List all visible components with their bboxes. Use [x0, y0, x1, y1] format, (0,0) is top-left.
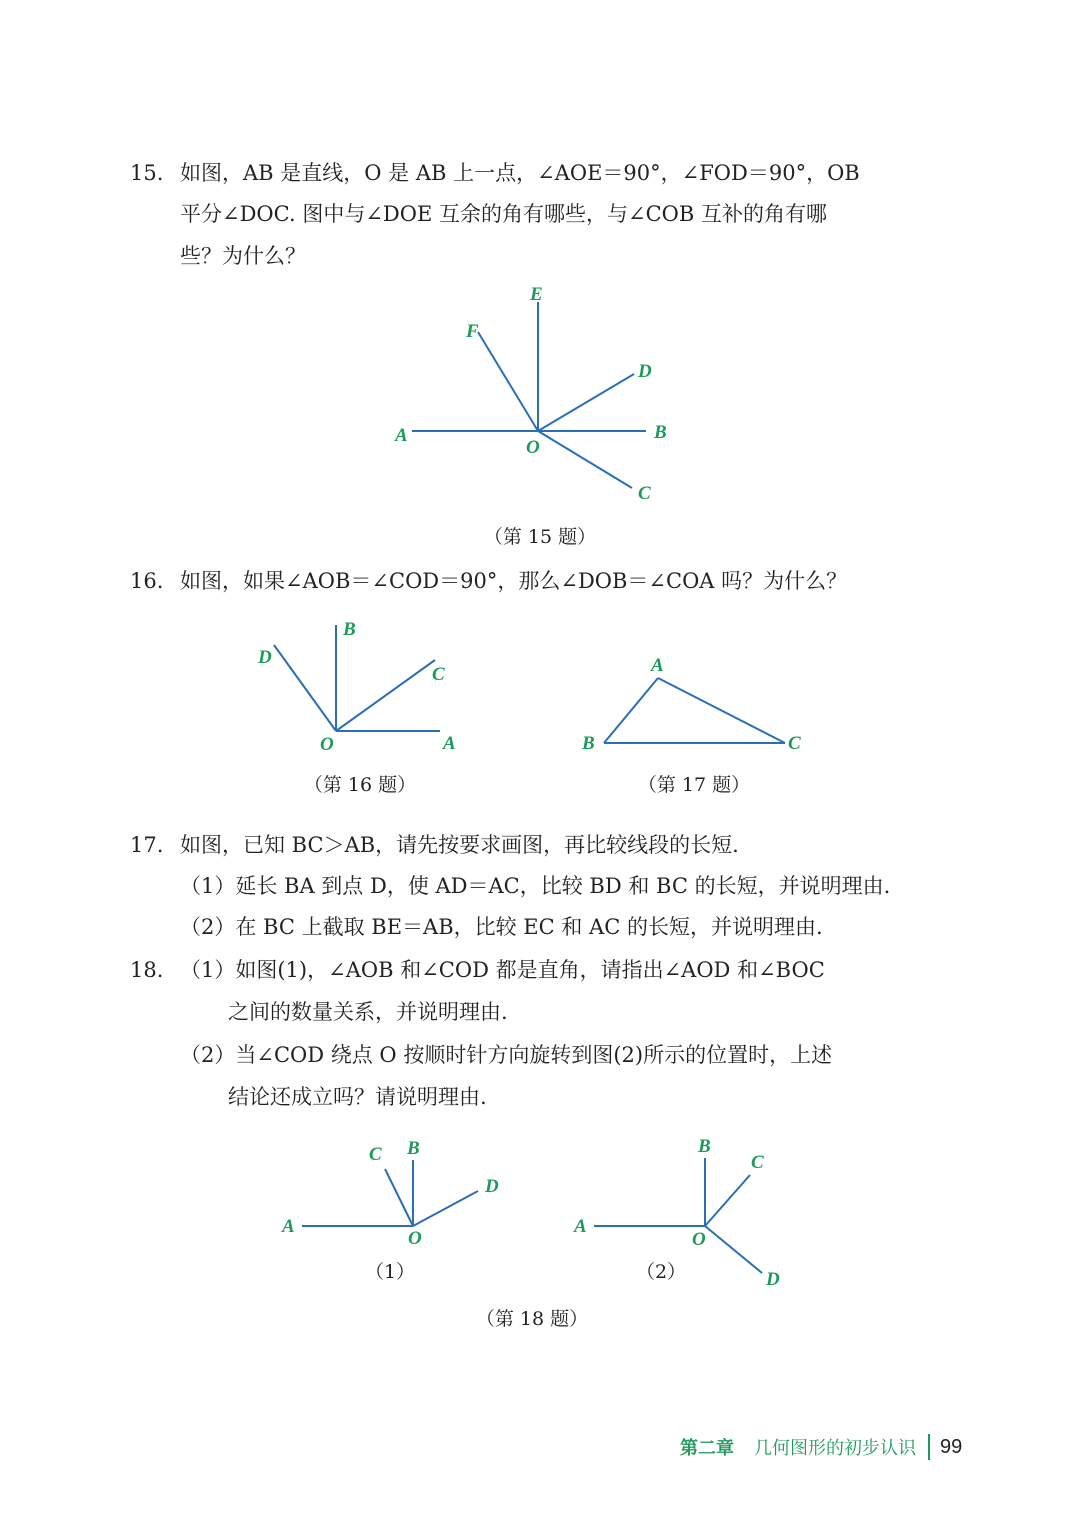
- label-b: B: [698, 1136, 711, 1157]
- caption-15: （第 15 题）: [483, 526, 597, 548]
- problem-15-line-1: 如图，AB 是直线，O 是 AB 上一点，∠AOE＝90°，∠FOD＝90°，OB: [180, 161, 860, 185]
- label-a: A: [282, 1216, 295, 1237]
- figure-16: [250, 615, 470, 755]
- ray-od: [274, 645, 336, 731]
- caption-18-sub-1: （1）: [364, 1261, 416, 1283]
- label-a: A: [443, 733, 456, 754]
- problem-18-line-1: （1）如图(1)，∠AOB 和∠COD 都是直角，请指出∠AOD 和∠BOC: [180, 958, 825, 982]
- label-c: C: [638, 483, 651, 504]
- problem-16-line-1: 如图，如果∠AOB＝∠COD＝90°，那么∠DOB＝∠COA 吗？为什么？: [180, 569, 848, 593]
- problem-18-number: 18.: [130, 958, 164, 982]
- footer-divider: [928, 1434, 930, 1460]
- ray-of: [478, 332, 538, 431]
- label-d: D: [638, 361, 652, 382]
- problem-17-line-2: （1）延长 BA 到点 D，使 AD＝AC，比较 BD 和 BC 的长短，并说明理由.: [180, 874, 891, 898]
- page-number: 99: [940, 1435, 963, 1458]
- problem-15-number: 15.: [130, 161, 164, 185]
- ray-od: [413, 1191, 478, 1226]
- label-d: D: [485, 1176, 499, 1197]
- figure-15: [390, 280, 690, 510]
- caption-18-sub-2: （2）: [635, 1261, 687, 1283]
- problem-18-line-3: （2）当∠COD 绕点 O 按顺时针方向旋转到图(2)所示的位置时，上述: [180, 1043, 833, 1067]
- segment-ab: [604, 678, 658, 743]
- caption-16: （第 16 题）: [303, 774, 417, 796]
- label-o: O: [692, 1229, 706, 1250]
- ray-oc: [336, 660, 435, 731]
- caption-17: （第 17 题）: [637, 774, 751, 796]
- problem-18-line-2: 之间的数量关系，并说明理由.: [228, 1000, 508, 1024]
- label-a: A: [651, 655, 664, 676]
- label-c: C: [751, 1152, 764, 1173]
- label-o: O: [408, 1228, 422, 1249]
- segment-ac: [658, 678, 785, 743]
- label-e: E: [530, 284, 543, 305]
- problem-15-line-3: 些？为什么？: [180, 244, 306, 268]
- problem-18-line-4: 结论还成立吗？请说明理由.: [228, 1085, 487, 1109]
- ray-oc: [705, 1175, 750, 1226]
- problem-17-number: 17.: [130, 833, 164, 857]
- label-a: A: [395, 425, 408, 446]
- label-c: C: [788, 733, 801, 754]
- label-f: F: [466, 321, 479, 342]
- label-d: D: [258, 647, 272, 668]
- ray-od: [538, 374, 634, 431]
- label-b: B: [582, 733, 595, 754]
- ray-oc: [385, 1169, 413, 1226]
- ray-oc: [538, 431, 632, 488]
- label-c: C: [432, 664, 445, 685]
- label-b: B: [343, 619, 356, 640]
- caption-18: （第 18 题）: [475, 1308, 589, 1330]
- footer-chapter-title: 几何图形的初步认识: [754, 1438, 916, 1458]
- label-c: C: [369, 1144, 382, 1165]
- label-b: B: [654, 422, 667, 443]
- problem-16-number: 16.: [130, 569, 164, 593]
- ray-od: [705, 1226, 762, 1273]
- label-b: B: [407, 1138, 420, 1159]
- figure-18-1: [280, 1135, 520, 1255]
- label-o: O: [526, 437, 540, 458]
- problem-17-line-3: （2）在 BC 上截取 BE＝AB，比较 EC 和 AC 的长短，并说明理由.: [180, 915, 823, 939]
- label-a: A: [574, 1216, 587, 1237]
- figure-17: [575, 650, 815, 760]
- footer-chapter: 第二章: [680, 1438, 734, 1458]
- page-footer: [680, 1432, 962, 1462]
- label-o: O: [320, 734, 334, 755]
- problem-15-line-2: 平分∠DOC. 图中与∠DOE 互余的角有哪些，与∠COB 互补的角有哪: [180, 202, 827, 226]
- problem-17-line-1: 如图，已知 BC＞AB，请先按要求画图，再比较线段的长短.: [180, 833, 739, 857]
- label-d: D: [766, 1269, 780, 1290]
